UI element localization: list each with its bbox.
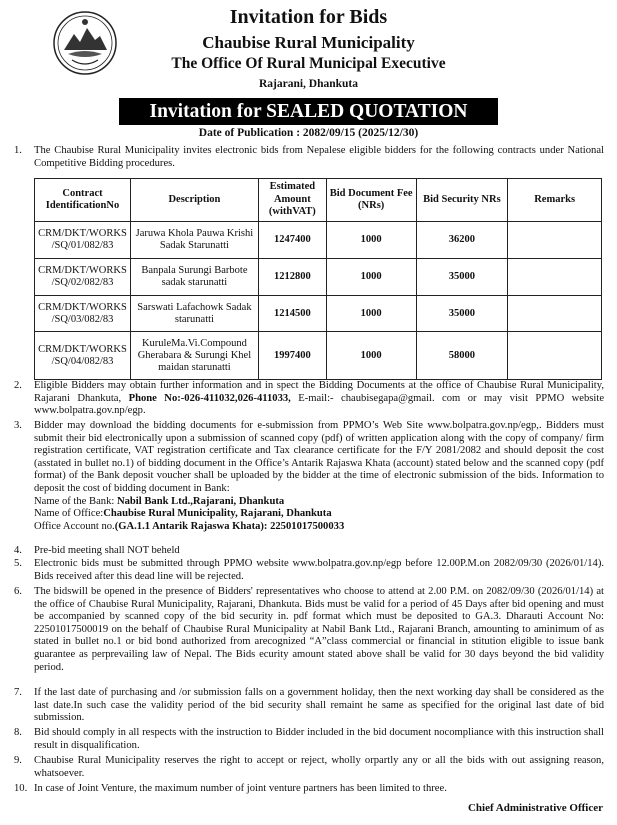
contract-description: Banpala Surungi Barbote sadak starunatti — [130, 259, 258, 296]
remarks — [508, 222, 602, 259]
contract-description: Jaruwa Khola Pauwa Krishi Sadak Starunatti — [130, 222, 258, 259]
contract-description: Sarswati Lafachowk Sadak starunatti — [130, 296, 258, 332]
clause-text-part: Eligible Bidders may obtain further information and in spect the Bidding Documents at the office of Chaubise Rural Municipality, Rajarani Dhankuta, — [34, 380, 604, 404]
bid-security: 58000 — [416, 332, 508, 380]
clause-text: Chaubise Rural Municipality reserves the right to accept or reject, wholly orpartly any or all the bids with out assigning reason, whatsoever. — [34, 755, 604, 779]
column-header: Contract IdentificationNo — [35, 179, 131, 222]
table-header-row — [35, 179, 602, 222]
clause-10 — [14, 783, 604, 796]
clause-text — [34, 380, 604, 418]
bid-security: 36200 — [416, 222, 508, 259]
office-name-label: Name of Office: — [34, 508, 104, 520]
bid-document-fee: 1000 — [326, 222, 416, 259]
clause-number: 7. — [14, 687, 22, 698]
office-name: The Office Of Rural Municipal Executive — [171, 55, 446, 72]
clause-text: Bid should comply in all respects with the instruction to Bidder included in the bid document nocompliance with this instruction shall result in disqualification. — [34, 727, 604, 751]
bid-document-fee: 1000 — [326, 332, 416, 380]
signature-title: Chief Administrative Officer — [467, 802, 603, 814]
bid-security: 35000 — [416, 296, 508, 332]
clause-text-part: E-mail:- chaubisegapa@gmail. com or may visit PPMO website www.bolpatra.gov.np/egp. — [34, 392, 605, 417]
bank-name-label: Name of the Bank: — [34, 495, 117, 507]
account-line — [34, 521, 604, 534]
estimated-amount: 1247400 — [258, 222, 326, 259]
column-header: Estimated Amount (withVAT) — [258, 179, 326, 222]
clause-4 — [14, 545, 604, 558]
sealed-quotation-banner: Invitation for SEALED QUOTATION — [119, 98, 498, 125]
column-header: Remarks — [508, 179, 602, 222]
bank-name-value: Nabil Bank Ltd.,Rajarani, Dhankuta — [116, 495, 285, 507]
phone-numbers: Phone No:-026-411032,026-411033, — [128, 392, 291, 404]
estimated-amount: 1214500 — [258, 296, 326, 332]
clause-number: 1. — [14, 145, 22, 156]
contract-id: CRM/DKT/WORKS /SQ/01/082/83 — [35, 222, 131, 259]
clause-number: 10. — [14, 783, 28, 794]
clause-number: 8. — [14, 727, 22, 738]
office-name-line — [34, 508, 604, 521]
clause-3 — [14, 420, 604, 533]
clause-number: 2. — [14, 380, 22, 391]
clause-number: 3. — [14, 420, 22, 431]
estimated-amount: 1212800 — [258, 259, 326, 296]
clause-number: 4. — [14, 545, 22, 556]
bank-name-line — [34, 496, 604, 509]
account-label: Office Account no. — [34, 520, 115, 532]
table-row — [35, 296, 602, 332]
table-row — [35, 259, 602, 296]
clause-6 — [14, 586, 604, 674]
bid-document-fee: 1000 — [326, 259, 416, 296]
clause-2 — [14, 380, 604, 418]
account-value: (GA.1.1 Antarik Rajaswa Khata): 22501017500033 — [114, 520, 345, 532]
contract-id: CRM/DKT/WORKS /SQ/02/082/83 — [35, 259, 131, 296]
column-header: Bid Document Fee (NRs) — [326, 179, 416, 222]
clause-9 — [14, 755, 604, 780]
column-header: Description — [130, 179, 258, 222]
publication-date: Date of Publication : 2082/09/15 (2025/12/30) — [198, 127, 419, 139]
clause-text: If the last date of purchasing and /or submission falls on a government holiday, then the next working day shall be considered as the last date.In such case the validity period of the bid security shall remaint he same as specified for the original last date of bid submission. — [34, 687, 604, 724]
contract-id: CRM/DKT/WORKS /SQ/04/082/83 — [35, 332, 131, 380]
column-header: Bid Security NRs — [416, 179, 508, 222]
clause-text: In case of Joint Venture, the maximum number of joint venture partners has been limited to three. — [34, 783, 447, 794]
clause-text — [34, 420, 604, 533]
estimated-amount: 1997400 — [258, 332, 326, 380]
contracts-table — [34, 178, 602, 380]
clause-8 — [14, 727, 604, 752]
bid-document-fee: 1000 — [326, 296, 416, 332]
table-row — [35, 222, 602, 259]
contract-description: KuruleMa.Vi.Compound Gherabara & Surungi Khel maidan starunatti — [130, 332, 258, 380]
office-name-value: Chaubise Rural Municipality, Rajarani, Dhankuta — [103, 508, 332, 520]
contract-id: CRM/DKT/WORKS /SQ/03/082/83 — [35, 296, 131, 332]
clause-1 — [14, 145, 604, 170]
page-title: Invitation for Bids — [229, 6, 388, 28]
clause-text: Pre-bid meeting shall NOT beheld — [34, 545, 180, 556]
remarks — [508, 332, 602, 380]
clause-text: The bidswill be opened in the presence of Bidders' representatives who choose to attend at 2.00 P.M. on 2082/09/30 (2026/01/14) at the office of Chaubise Rural Municipality, Rajarani, Dhankuta. Bids must be valid for a period of 45 Days after bid opening and must be accompanied by scanned copy of the bid security in. pdf format which must be deposited to GA.3. Dharauti Account No: 22501017500019 on the behalf of Chaubise Rural Municipality at Nabil Bank Ltd., Rajarani Branch, amounting to aminimum of as stated in bullet no.1 or bid bond authorized from arecognized “A”class commercial or financial in stitution eligible to issue bank guarantee as perprevailing law of Nepal. The Bids ecurity amount stated above shall be valid for 30 days beyond the bid validity period. — [34, 586, 604, 673]
clause-7 — [14, 687, 604, 725]
clause-text: The Chaubise Rural Municipality invites electronic bids from Nepalese eligible bidders for the following contracts under National Competitive Bidding procedures. — [34, 145, 604, 169]
clause-5 — [14, 558, 604, 583]
clause-text-part: Bidder may download the bidding documents for e-submission from PPMO’s Web Site www.bolpatra.gov.np/egp,. Bidders must submit their bid electronically upon a submission of scanned copy (pdf) of written application along with the copy of company/ firm registration certificate, VAT registration certificate and Tax clearance certificate for the F/Y 2081/2082 and should deposit the cost (asstated in bullet no.1) of bidding document in the Office’s Antarik Rajaswa Khata (account) stated below and the scanned copy (pdf format) of the Bank deposit voucher shall be uploaded by the bidder at the time of electronic submission of the bids. Information to deposit the cost of bidding document in Bank: — [34, 420, 604, 494]
bid-security: 35000 — [416, 259, 508, 296]
clause-text: Electronic bids must be submitted through PPMO website www.bolpatra.gov.np/egp before 12.00P.M.on 2082/09/30 (2026/01/14). Bids received after this dead line will be rejected. — [34, 558, 604, 582]
table-row — [35, 332, 602, 380]
office-address: Rajarani, Dhankuta — [258, 78, 359, 90]
clause-number: 5. — [14, 558, 22, 569]
remarks — [508, 296, 602, 332]
remarks — [508, 259, 602, 296]
municipality-name: Chaubise Rural Municipality — [202, 33, 415, 52]
clause-number: 6. — [14, 586, 22, 597]
clause-number: 9. — [14, 755, 22, 766]
